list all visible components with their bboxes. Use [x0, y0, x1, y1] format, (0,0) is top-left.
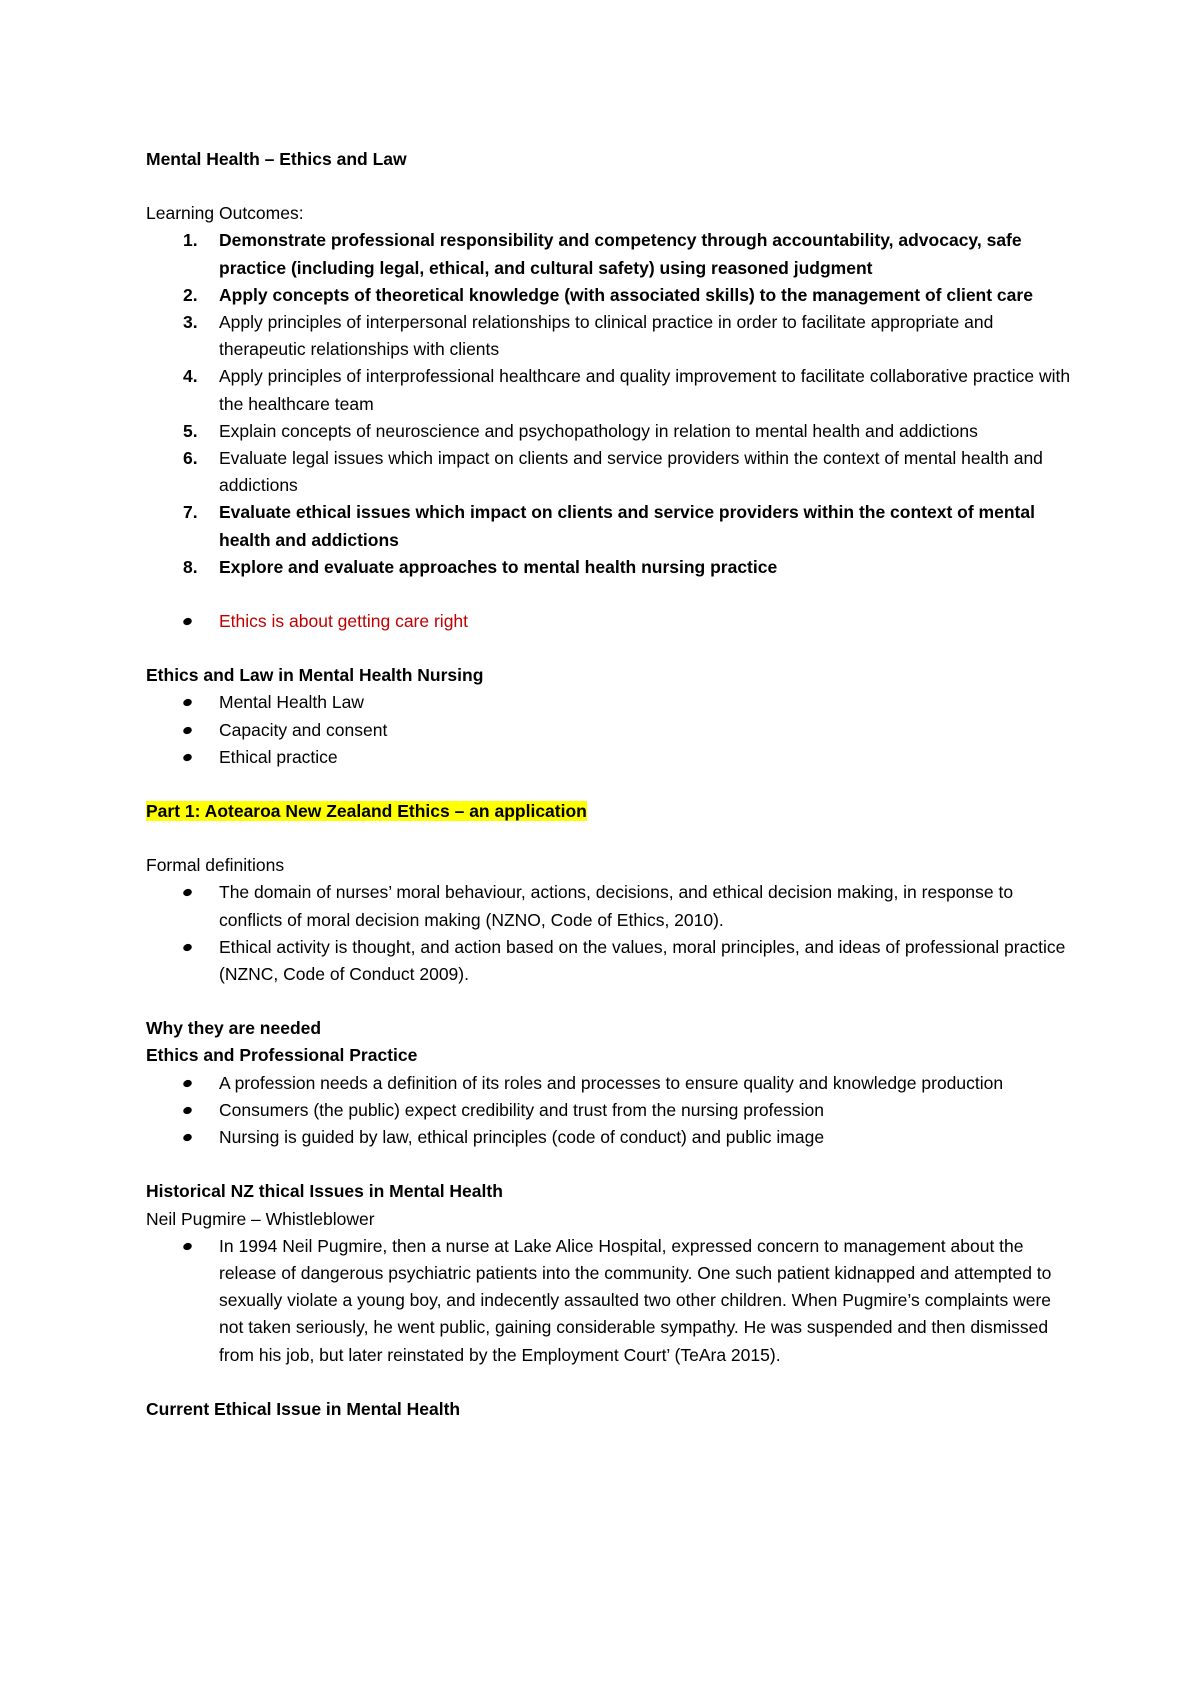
list-item	[146, 1233, 1076, 1369]
current-issue-heading: Current Ethical Issue in Mental Health	[146, 1398, 461, 1419]
learning-outcome-item	[146, 282, 1076, 309]
learning-outcome-text: Apply principles of interpersonal relationships to clinical practice in order to facilitate appropriate and therapeutic relationships with clients	[219, 312, 994, 360]
why-needed-heading: Why they are needed	[146, 1018, 322, 1039]
spacer	[146, 771, 1076, 798]
bullet-icon	[182, 698, 193, 708]
spacer	[146, 581, 1076, 608]
formal-definitions-label: Formal definitions	[146, 855, 285, 876]
list-item	[146, 689, 1076, 716]
bullet-icon	[182, 617, 193, 627]
learning-outcome-item	[146, 363, 1076, 417]
list-item	[146, 608, 1076, 635]
learning-outcome-item	[146, 418, 1076, 445]
formal-definitions-list	[146, 879, 1076, 988]
learning-outcome-text: Apply principles of interprofessional healthcare and quality improvement to facilitate collaborative practice with the healthcare team	[219, 366, 1071, 414]
list-item-text: Mental Health Law	[219, 692, 364, 713]
learning-outcome-text: Evaluate ethical issues which impact on clients and service providers within the context of mental health and addictions	[219, 502, 1035, 550]
bullet-icon	[182, 1106, 193, 1116]
list-item-text: The domain of nurses’ moral behaviour, actions, decisions, and ethical decision making, in response to conflicts of moral decision making (NZNO, Code of Ethics, 2010).	[219, 882, 1014, 930]
learning-outcome-text: Explore and evaluate approaches to mental health nursing practice	[219, 556, 778, 577]
spacer	[146, 173, 1076, 200]
part1-heading: Part 1: Aotearoa New Zealand Ethics – an application	[146, 801, 587, 822]
spacer	[146, 988, 1076, 1015]
learning-outcome-text: Evaluate legal issues which impact on clients and service providers within the context of mental health and addictions	[219, 448, 1043, 496]
historical-heading: Historical NZ thical Issues in Mental Health	[146, 1181, 503, 1202]
list-item	[146, 1070, 1076, 1097]
document-title: Mental Health – Ethics and Law	[146, 149, 407, 169]
spacer	[146, 635, 1076, 662]
list-number: 3.	[183, 312, 198, 333]
list-item-text: Consumers (the public) expect credibility and trust from the nursing profession	[219, 1099, 824, 1120]
learning-outcomes-list	[146, 227, 1076, 581]
list-number: 5.	[183, 420, 198, 441]
learning-outcome-item	[146, 309, 1076, 363]
bullet-icon	[182, 753, 193, 763]
list-item	[146, 1124, 1076, 1151]
learning-outcome-item	[146, 499, 1076, 553]
learning-outcomes-label: Learning Outcomes:	[146, 203, 304, 224]
historical-list	[146, 1233, 1076, 1369]
list-number: 7.	[183, 502, 198, 523]
list-item-text: In 1994 Neil Pugmire, then a nurse at Lake Alice Hospital, expressed concern to management about the release of dangerous psychiatric patients into the community. One such patient kidnapped and attempted to sexually violate a young boy, and indecently assaulted two other children. When Pugmire’s complaints were not taken seriously, he went public, gaining considerable sympathy. He was suspended and then dismissed from his job, but later reinstated by the Employment Court’ (TeAra 2015).	[219, 1235, 1052, 1365]
list-item	[146, 744, 1076, 771]
ethics-law-list	[146, 689, 1076, 771]
list-item-text: A profession needs a definition of its roles and processes to ensure quality and knowledge production	[219, 1072, 1004, 1093]
historical-subheading: Neil Pugmire – Whistleblower	[146, 1208, 375, 1229]
learning-outcome-text: Explain concepts of neuroscience and psychopathology in relation to mental health and addictions	[219, 420, 978, 441]
list-item	[146, 717, 1076, 744]
bullet-icon	[182, 1133, 193, 1143]
list-item-text: Nursing is guided by law, ethical principles (code of conduct) and public image	[219, 1127, 825, 1148]
document-page	[146, 146, 1076, 1423]
part1-heading-row	[146, 798, 1076, 825]
list-item-text: Ethical activity is thought, and action based on the values, moral principles, and ideas of professional practice (NZNC, Code of Conduct 2009).	[219, 936, 1066, 985]
list-item	[146, 1097, 1076, 1124]
spacer	[146, 1369, 1076, 1396]
list-number: 2.	[183, 284, 198, 305]
learning-outcome-item	[146, 554, 1076, 581]
list-item-text: Ethical practice	[219, 746, 338, 767]
list-item-text: Capacity and consent	[219, 719, 388, 740]
learning-outcome-item	[146, 445, 1076, 499]
list-number: 6.	[183, 448, 198, 469]
section-heading-ethics-law: Ethics and Law in Mental Health Nursing	[146, 665, 484, 686]
spacer	[146, 1151, 1076, 1178]
list-number: 8.	[183, 556, 198, 577]
learning-outcome-item	[146, 227, 1076, 281]
ethics-note-list	[146, 608, 1076, 635]
bullet-icon	[182, 888, 193, 898]
learning-outcome-text: Apply concepts of theoretical knowledge (with associated skills) to the management of client care	[219, 284, 1033, 305]
bullet-icon	[182, 943, 193, 953]
ethics-note: Ethics is about getting care right	[219, 611, 469, 632]
bullet-icon	[182, 1241, 193, 1251]
bullet-icon	[182, 1078, 193, 1088]
spacer	[146, 825, 1076, 852]
learning-outcome-text: Demonstrate professional responsibility and competency through accountability, advocacy, safe practice (including legal, ethical, and cultural safety) using reasoned judgment	[219, 230, 1022, 278]
list-item	[146, 879, 1076, 933]
list-number: 1.	[183, 230, 198, 251]
list-number: 4.	[183, 366, 198, 387]
bullet-icon	[182, 725, 193, 735]
list-item	[146, 934, 1076, 988]
why-needed-subheading: Ethics and Professional Practice	[146, 1045, 418, 1066]
why-needed-list	[146, 1070, 1076, 1152]
